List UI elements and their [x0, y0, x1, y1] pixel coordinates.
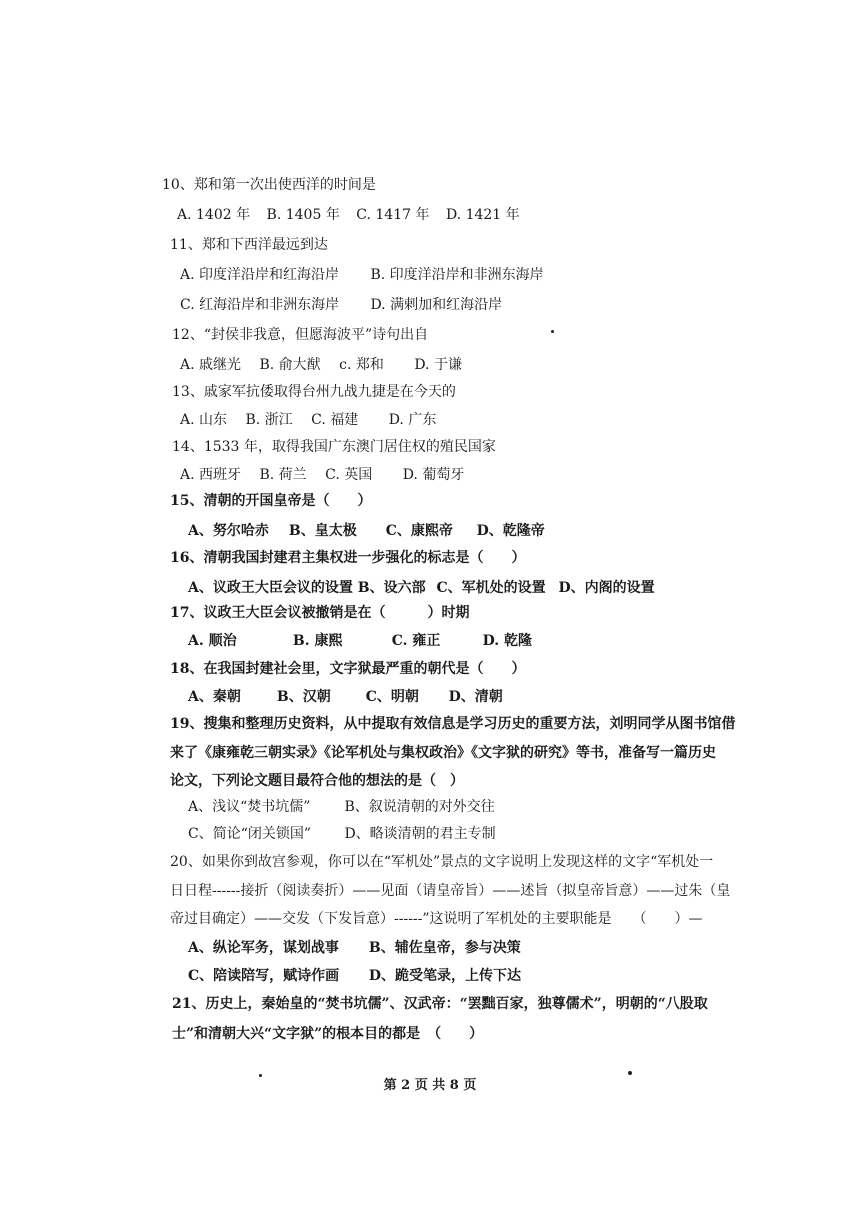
- option: D. 于谦: [414, 357, 462, 373]
- option: D. 满剌加和红海沿岸: [370, 297, 503, 313]
- option: C、明朝: [365, 689, 419, 705]
- question-10-stem: 10、郑和第一次出使西洋的时间是: [162, 177, 376, 193]
- page-footer: 第 2 页 共 8 页: [383, 1078, 477, 1093]
- option: A、努尔哈赤: [188, 523, 269, 539]
- question-12-stem: 12、“封侯非我意，但愿海波平”诗句出自: [172, 327, 429, 343]
- option: C、康熙帝: [385, 523, 453, 539]
- option: D. 葡萄牙: [402, 467, 465, 483]
- option: D、内阁的设置: [558, 580, 655, 596]
- option: B、汉朝: [276, 689, 331, 705]
- question-10-options: [177, 206, 520, 224]
- question-15-stem: 15、清朝的开国皇帝是（ ）: [170, 493, 372, 509]
- question-19-stem-line2: 来了《康雍乾三朝实录》《论军机处与集权政治》《文字狱的研究》等书，准备写一篇历史: [170, 745, 716, 761]
- option: B、设六部: [357, 580, 426, 596]
- option: A. 戚继光: [180, 357, 242, 373]
- question-13-stem: 13、戚家军抗倭取得台州九战九捷是在今天的: [172, 384, 456, 400]
- option: D、略谈清朝的君主专制: [344, 826, 496, 842]
- option: B、皇太极: [288, 523, 357, 539]
- question-18-options: [188, 688, 503, 706]
- option: D. 广东: [388, 412, 437, 428]
- option: A. 西班牙: [180, 467, 242, 483]
- option: C. 红海沿岸和非洲东海岸: [180, 297, 340, 313]
- question-16-options: [188, 579, 655, 597]
- question-11-stem: 11、郑和下西洋最远到达: [170, 237, 328, 253]
- question-11-options-row1: [180, 266, 544, 284]
- option: A、纵论军务，谋划战事: [188, 940, 339, 956]
- question-14-stem: 14、1533 年，取得我国广东澳门居住权的殖民国家: [172, 439, 496, 455]
- option: D、跪受笔录，上传下达: [368, 968, 522, 984]
- question-18-stem: 18、在我国封建社会里，文字狱最严重的朝代是（ ）: [170, 661, 526, 677]
- question-17-options: [188, 632, 532, 650]
- option: A、浅议“焚书坑儒”: [188, 799, 311, 815]
- option: B. 浙江: [245, 412, 293, 428]
- option: C. 1417 年: [356, 207, 430, 223]
- question-17-stem: 17、议政王大臣会议被撤销是在（ ）时期: [170, 605, 470, 621]
- question-19-stem-line1: 19、搜集和整理历史资料，从中提取有效信息是学习历史的重要方法，刘明同学从图书馆借: [170, 716, 736, 732]
- option: D、清朝: [448, 689, 503, 705]
- option: A. 顺治: [188, 633, 237, 649]
- option: C. 英国: [325, 467, 373, 483]
- option: D、乾隆帝: [476, 523, 545, 539]
- option: B. 康熙: [292, 633, 343, 649]
- question-19-options-row2: [188, 825, 496, 843]
- question-19-options-row1: [188, 798, 495, 816]
- option: A. 1402 年: [177, 207, 251, 223]
- option: D. 1421 年: [445, 207, 520, 223]
- question-21-stem-line1: 21、历史上，秦始皇的“焚书坑儒”、汉武帝：“罢黜百家，独尊儒术”，明朝的“八股取: [172, 996, 708, 1012]
- option: B. 印度洋沿岸和非洲东海岸: [370, 267, 544, 283]
- question-20-options-row1: [188, 939, 521, 957]
- option: c. 郑和: [339, 357, 384, 373]
- option: A. 印度洋沿岸和红海沿岸: [180, 267, 340, 283]
- question-13-options: [180, 411, 436, 429]
- question-15-options: [188, 522, 545, 540]
- question-14-options: [180, 466, 464, 484]
- question-19-stem-line3: 论文，下列论文题目最符合他的想法的是（ ）: [170, 773, 464, 789]
- option: A. 山东: [180, 412, 228, 428]
- option: C. 福建: [311, 412, 359, 428]
- question-11-options-row2: [180, 296, 502, 314]
- option: C、陪读陪写，赋诗作画: [188, 968, 340, 984]
- option: B、叙说清朝的对外交往: [344, 799, 495, 815]
- question-21-stem-line2: 士”和清朝大兴“文字狱”的根本目的都是 （ ）: [172, 1026, 484, 1042]
- option: C、简论“闭关锁国”: [188, 826, 312, 842]
- option: C、军机处的设置: [436, 580, 546, 596]
- question-20-stem-line2: 日日程------接折（阅读奏折）——见面（请皇帝旨）——述旨（拟皇帝旨意）——过朱（皇: [170, 883, 731, 899]
- option: A、议政王大臣会议的设置: [188, 580, 353, 596]
- option: B. 俞大猷: [259, 357, 321, 373]
- option: C. 雍正: [391, 633, 441, 649]
- question-12-options: [180, 356, 462, 374]
- question-16-stem: 16、清朝我国封建君主集权进一步强化的标志是（ ）: [170, 550, 526, 566]
- scan-speck: [551, 330, 554, 333]
- question-20-stem-line3: 帝过目确定）——交发（下发旨意）------”这说明了军机处的主要职能是 （ ）—: [170, 911, 703, 927]
- question-20-stem-line1: 20、如果你到故宫参观，你可以在“军机处”景点的文字说明上发现这样的文字“军机处一: [170, 854, 714, 870]
- option: B. 1405 年: [266, 207, 340, 223]
- option: D. 乾隆: [482, 633, 533, 649]
- question-20-options-row2: [188, 967, 521, 985]
- option: A、秦朝: [188, 689, 241, 705]
- option: B. 荷兰: [259, 467, 307, 483]
- option: B、辅佐皇帝，参与决策: [368, 940, 521, 956]
